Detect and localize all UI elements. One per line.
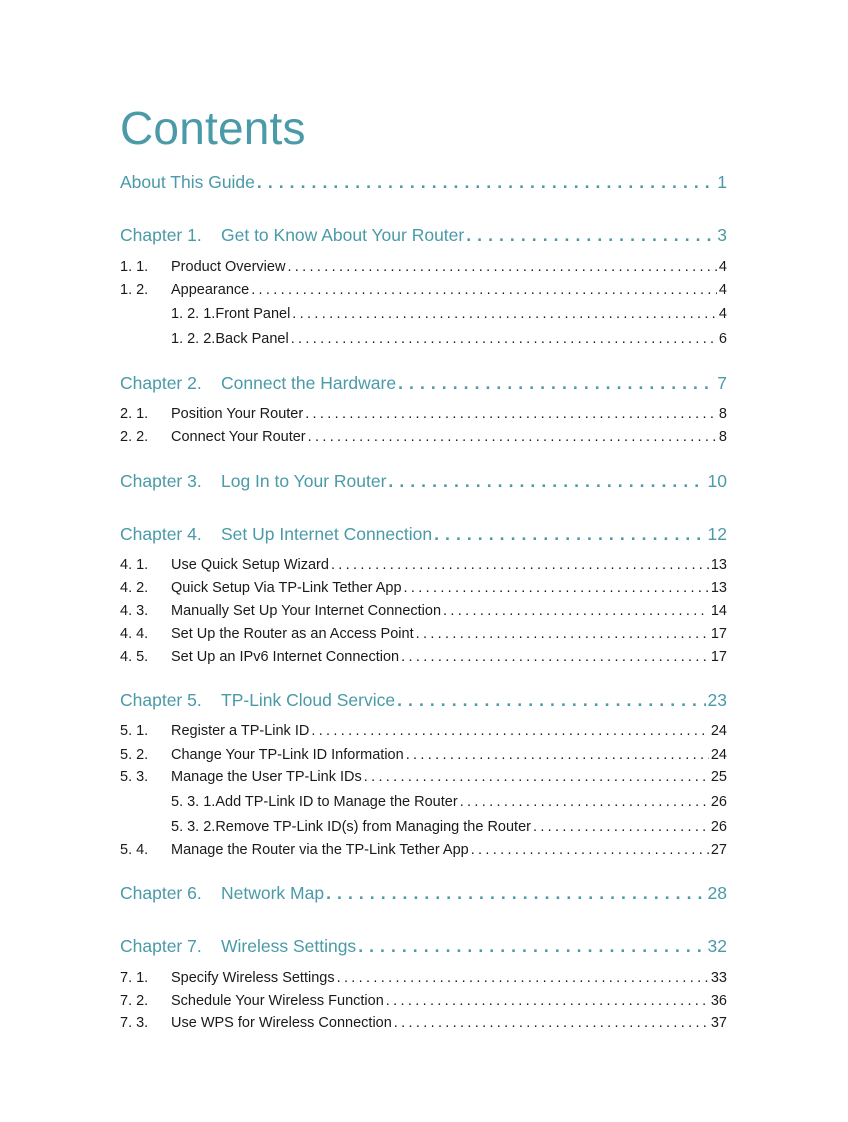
toc-section-label: Set Up an IPv6 Internet Connection	[171, 649, 400, 665]
dot-leader	[416, 625, 709, 643]
toc-section-label: Manage the Router via the TP-Link Tether App	[171, 842, 469, 858]
dot-leader	[331, 556, 709, 574]
toc-section-page: 24	[710, 747, 727, 763]
toc-section-label: Register a TP-Link ID	[171, 723, 310, 739]
toc-section-entry[interactable]	[120, 579, 727, 597]
toc-chapter-page: 32	[707, 936, 727, 956]
toc-section-label: Schedule Your Wireless Function	[171, 993, 384, 1009]
dot-leader	[326, 882, 705, 904]
toc-section-page: 26	[710, 819, 727, 835]
toc-chapter-4[interactable]	[120, 523, 727, 545]
dot-leader	[533, 818, 709, 836]
toc-entry-about[interactable]	[120, 171, 727, 193]
toc-subsection-entry[interactable]	[171, 793, 727, 811]
dot-leader	[406, 746, 709, 764]
toc-section-page: 26	[710, 794, 727, 810]
toc-section-entry[interactable]	[120, 969, 727, 987]
toc-section-label: Product Overview	[171, 259, 286, 275]
toc-chapter-label: Set Up Internet Connection	[221, 524, 433, 544]
toc-section-number: 7. 3.	[120, 1015, 149, 1031]
toc-chapter-number: Chapter 3.	[120, 471, 202, 491]
toc-section-page: 4	[718, 306, 727, 322]
page-title: Contents	[120, 102, 306, 154]
toc-section-number: 1. 1.	[120, 259, 149, 275]
toc-section-entry[interactable]	[120, 746, 727, 764]
toc-section-label: Use Quick Setup Wizard	[171, 557, 329, 573]
toc-chapter-label: Log In to Your Router	[221, 471, 387, 491]
toc-chapter-number: Chapter 1.	[120, 225, 202, 245]
toc-section-number: 1. 2.	[120, 282, 149, 298]
dot-leader	[364, 768, 709, 786]
toc-chapter-page: 12	[707, 524, 727, 544]
dot-leader	[398, 372, 715, 394]
toc-section-number: 7. 1.	[120, 970, 149, 986]
toc-section-label: 5. 3. 1.Add TP-Link ID to Manage the Router	[171, 794, 458, 810]
dot-leader	[292, 305, 717, 323]
toc-section-page: 14	[710, 603, 727, 619]
dot-leader	[394, 1014, 709, 1032]
toc-section-number: 5. 2.	[120, 747, 149, 763]
toc-section-entry[interactable]	[120, 405, 727, 423]
toc-section-number: 4. 1.	[120, 557, 149, 573]
toc-section-page: 6	[718, 331, 727, 347]
dot-leader	[308, 428, 717, 446]
toc-section-page: 4	[718, 259, 727, 275]
dot-leader	[358, 935, 705, 957]
toc-section-page: 13	[710, 580, 727, 596]
toc-section-page: 24	[710, 723, 727, 739]
toc-section-label: Specify Wireless Settings	[171, 970, 335, 986]
toc-chapter-label: Connect the Hardware	[221, 373, 397, 393]
toc-section-page: 8	[718, 429, 727, 445]
toc-chapter-number: Chapter 5.	[120, 690, 202, 710]
toc-section-page: 17	[710, 626, 727, 642]
toc-chapter-label: TP-Link Cloud Service	[221, 690, 396, 710]
toc-section-entry[interactable]	[120, 722, 727, 740]
dot-leader	[305, 405, 717, 423]
dot-leader	[404, 579, 709, 597]
toc-chapter-3[interactable]	[120, 470, 727, 492]
toc-section-label: Quick Setup Via TP-Link Tether App	[171, 580, 402, 596]
toc-chapter-label: Wireless Settings	[221, 936, 357, 956]
toc-section-entry[interactable]	[120, 1014, 727, 1032]
toc-section-number: 5. 3.	[120, 769, 149, 785]
toc-section-page: 37	[710, 1015, 727, 1031]
toc-section-entry[interactable]	[120, 841, 727, 859]
toc-chapter-6[interactable]	[120, 882, 727, 904]
toc-entry-page: 1	[717, 172, 727, 192]
dot-leader	[311, 722, 709, 740]
toc-section-entry[interactable]	[120, 992, 727, 1010]
toc-chapter-label: Network Map	[221, 883, 325, 903]
toc-chapter-2[interactable]	[120, 372, 727, 394]
toc-chapter-page: 10	[707, 471, 727, 491]
toc-section-label: Appearance	[171, 282, 250, 298]
toc-section-entry[interactable]	[120, 258, 727, 276]
dot-leader	[386, 992, 709, 1010]
dot-leader	[397, 689, 705, 711]
toc-section-page: 8	[718, 406, 727, 422]
toc-section-entry[interactable]	[120, 602, 727, 620]
toc-subsection-entry[interactable]	[171, 818, 727, 836]
toc-chapter-number: Chapter 2.	[120, 373, 202, 393]
toc-section-label: Change Your TP-Link ID Information	[171, 747, 404, 763]
toc-section-entry[interactable]	[120, 281, 727, 299]
dot-leader	[287, 258, 716, 276]
toc-section-page: 33	[710, 970, 727, 986]
toc-chapter-page: 3	[717, 225, 727, 245]
dot-leader	[337, 969, 709, 987]
toc-chapter-page: 28	[707, 883, 727, 903]
toc-entry-label: About This Guide	[120, 172, 255, 192]
toc-section-page: 25	[710, 769, 727, 785]
dot-leader	[471, 841, 709, 859]
toc-section-label: Position Your Router	[171, 406, 304, 422]
toc-section-number: 7. 2.	[120, 993, 149, 1009]
dot-leader	[466, 224, 715, 246]
dot-leader	[251, 281, 717, 299]
dot-leader	[443, 602, 709, 620]
toc-section-label: 1. 2. 2.Back Panel	[171, 331, 289, 347]
toc-section-page: 13	[710, 557, 727, 573]
toc-subsection-entry[interactable]	[171, 305, 727, 323]
toc-chapter-label: Get to Know About Your Router	[221, 225, 465, 245]
toc-chapter-1[interactable]	[120, 224, 727, 246]
dot-leader	[291, 330, 717, 348]
toc-section-number: 2. 1.	[120, 406, 149, 422]
toc-section-page: 36	[710, 993, 727, 1009]
toc-section-entry[interactable]	[120, 768, 727, 786]
toc-section-number: 4. 4.	[120, 626, 149, 642]
toc-section-label: Manually Set Up Your Internet Connection	[171, 603, 442, 619]
toc-subsection-entry[interactable]	[171, 330, 727, 348]
dot-leader	[257, 171, 715, 193]
toc-section-number: 4. 2.	[120, 580, 149, 596]
toc-section-page: 4	[718, 282, 727, 298]
toc-chapter-page: 7	[717, 373, 727, 393]
toc-chapter-7[interactable]	[120, 935, 727, 957]
toc-section-number: 4. 5.	[120, 649, 149, 665]
toc-section-page: 17	[710, 649, 727, 665]
toc-section-label: 5. 3. 2.Remove TP-Link ID(s) from Managing the Router	[171, 819, 531, 835]
toc-section-number: 2. 2.	[120, 429, 149, 445]
toc-section-label: Connect Your Router	[171, 429, 306, 445]
toc-section-label: 1. 2. 1.Front Panel	[171, 306, 291, 322]
dot-leader	[401, 648, 709, 666]
toc-chapter-number: Chapter 6.	[120, 883, 202, 903]
toc-chapter-page: 23	[707, 690, 727, 710]
toc-section-page: 27	[710, 842, 727, 858]
toc-section-entry[interactable]	[120, 648, 727, 666]
toc-section-entry[interactable]	[120, 556, 727, 574]
dot-leader	[460, 793, 709, 811]
toc-section-label: Set Up the Router as an Access Point	[171, 626, 414, 642]
toc-chapter-number: Chapter 4.	[120, 524, 202, 544]
toc-chapter-5[interactable]	[120, 689, 727, 711]
dot-leader	[434, 523, 705, 545]
toc-section-entry[interactable]	[120, 428, 727, 446]
toc-section-number: 5. 4.	[120, 842, 149, 858]
toc-section-label: Use WPS for Wireless Connection	[171, 1015, 392, 1031]
toc-section-number: 5. 1.	[120, 723, 149, 739]
toc-section-number: 4. 3.	[120, 603, 149, 619]
toc-chapter-number: Chapter 7.	[120, 936, 202, 956]
dot-leader	[388, 470, 705, 492]
toc-section-entry[interactable]	[120, 625, 727, 643]
toc-section-label: Manage the User TP-Link IDs	[171, 769, 362, 785]
